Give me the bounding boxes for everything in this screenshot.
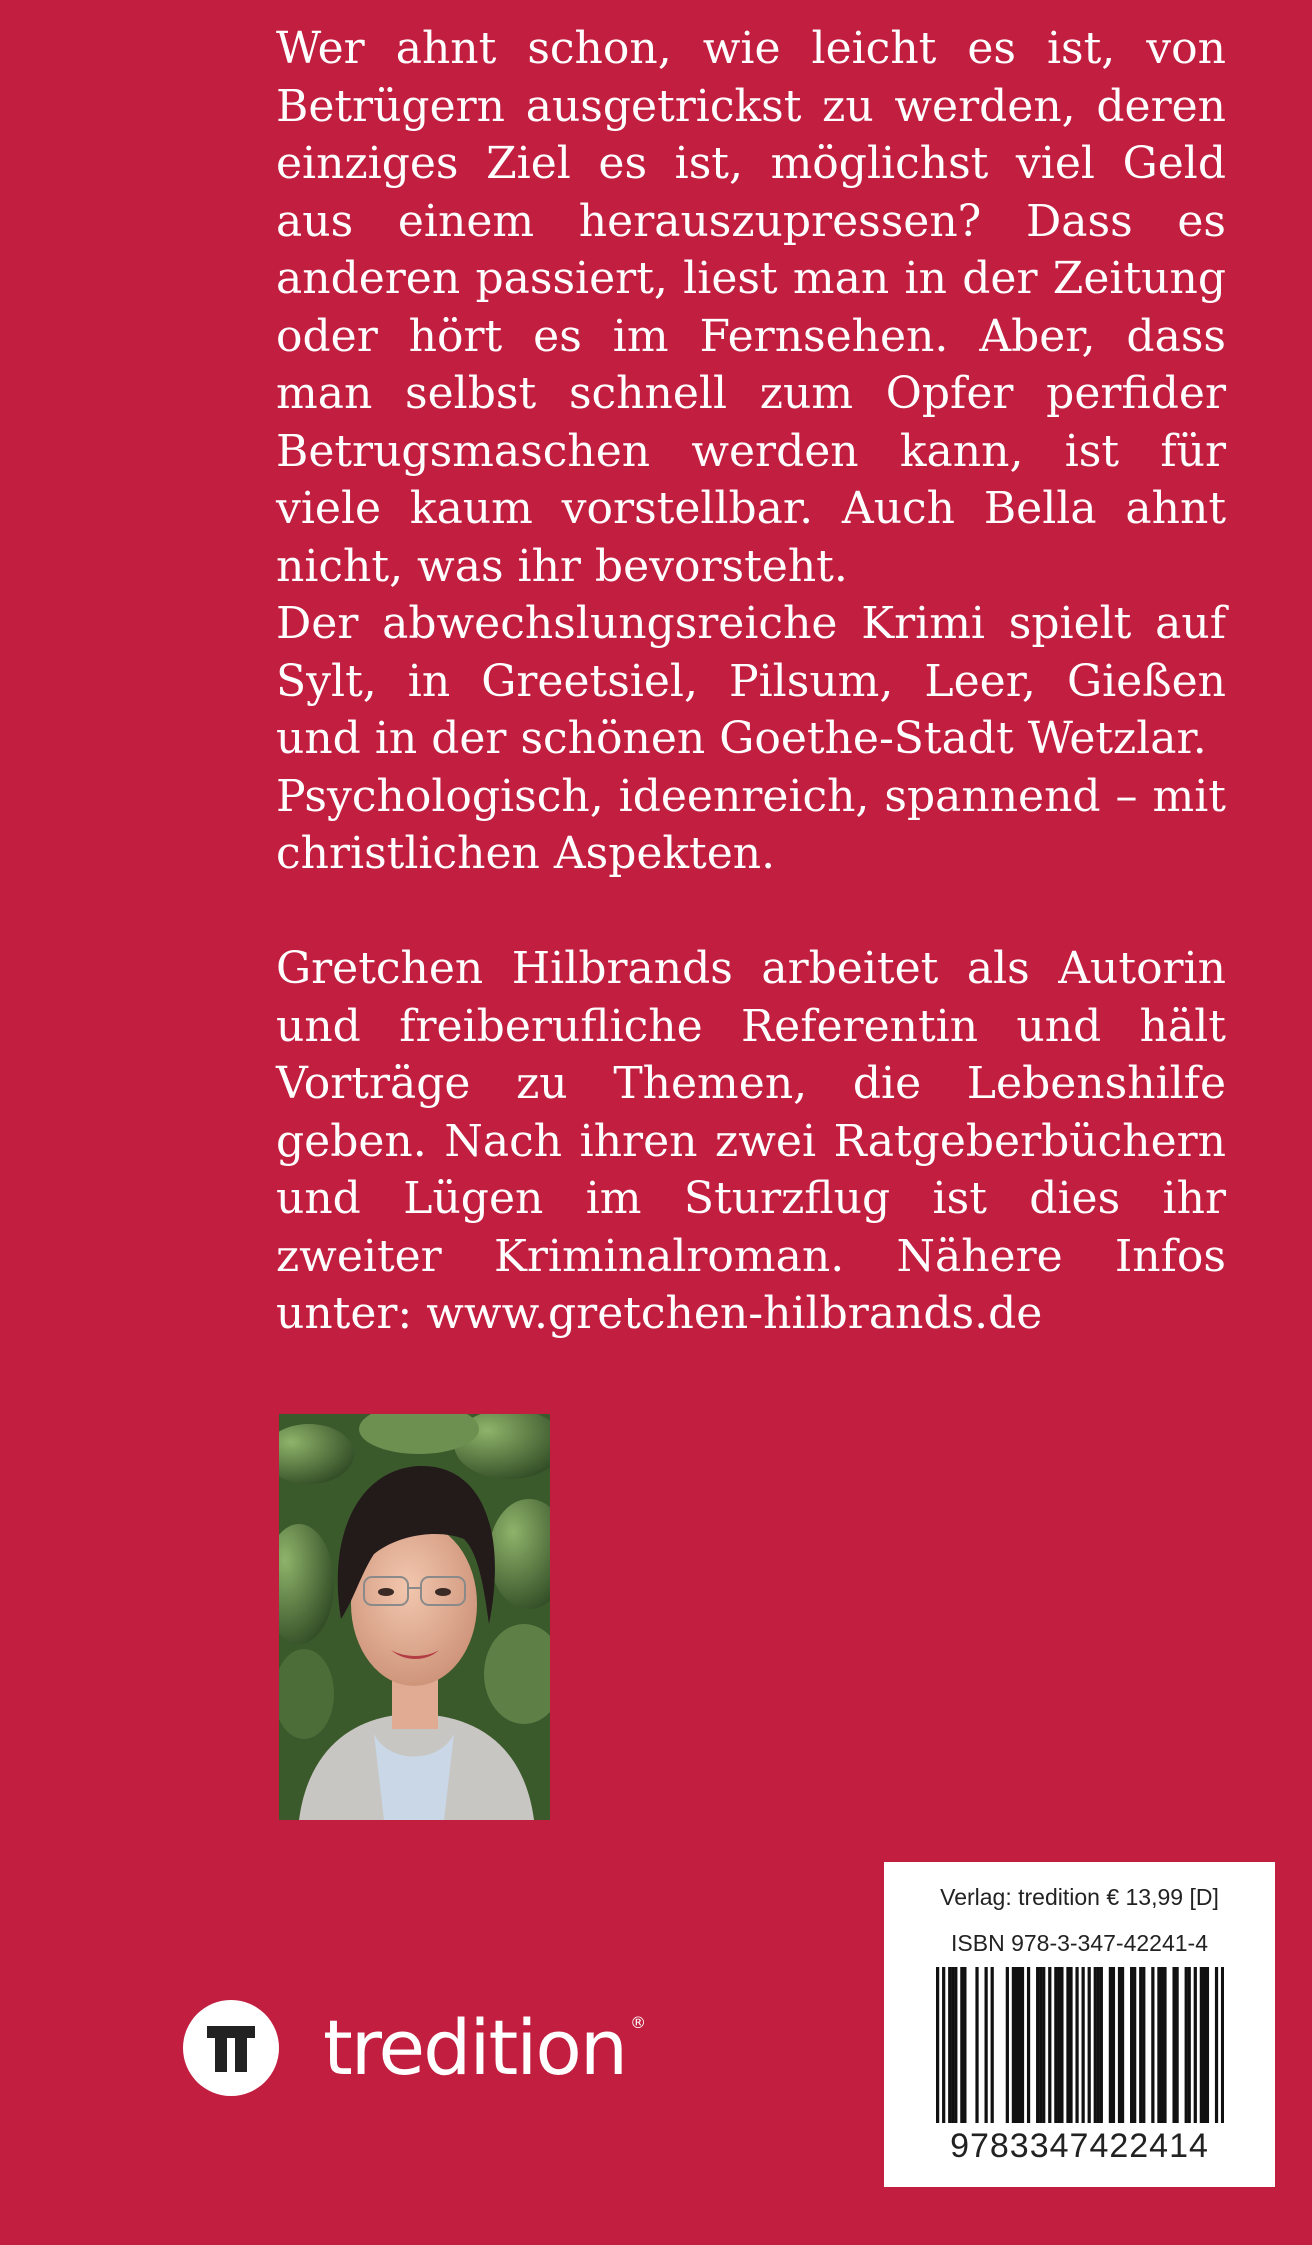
blurb-paragraph-1: Wer ahnt schon, wie leicht es ist, von Betrügern ausgetrickst zu werden, deren einziges Ziel es ist, möglichst viel Geld aus einem herauszupressen? Dass es anderen passiert, liest man in der Zeitung oder hört es im Fernsehen. Aber, dass man selbst schnell zum Opfer perfider Betrugsmaschen werden kann, ist für viele kaum vorstellbar. Auch Bella ahnt nicht, was ihr bevorsteht.	[276, 23, 1226, 592]
publisher-price-text: Verlag: tredition € 13,99 [D]	[940, 1884, 1219, 1910]
barcode-bar	[1021, 1967, 1024, 2123]
barcode-bar	[985, 1967, 988, 2123]
barcode-bar	[948, 1967, 951, 2123]
barcode-bar	[942, 1967, 945, 2123]
barcode-bar	[951, 1967, 954, 2123]
registered-mark: ®	[630, 2013, 645, 2032]
barcode-bar	[1163, 1967, 1166, 2123]
barcode-bar	[1018, 1967, 1021, 2123]
barcode-bar	[1069, 1967, 1072, 2123]
barcode-bar	[1221, 1967, 1224, 2123]
isbn-text: ISBN 978-3-347-42241-4	[951, 1930, 1208, 1956]
barcode-bar	[1097, 1967, 1100, 2123]
blurb-paragraph-3: Psychologisch, ideenreich, spannend – mit christlichen Aspekten.	[276, 770, 1226, 879]
barcode-bar	[1094, 1967, 1097, 2123]
barcode-bar	[1075, 1967, 1078, 2123]
barcode-bar	[1185, 1967, 1188, 2123]
barcode-bar	[1112, 1967, 1115, 2123]
tredition-wordmark: tredition ®	[323, 2003, 645, 2092]
isbn-barcode-box	[884, 1862, 1275, 2187]
barcode-bar	[991, 1967, 994, 2123]
barcode-bar	[1036, 1967, 1039, 2123]
barcode-bar	[1109, 1967, 1112, 2123]
barcode-bar	[1118, 1967, 1121, 2123]
paragraph-spacer	[276, 883, 1226, 941]
barcode-bar	[1088, 1967, 1091, 2123]
barcode-bar	[975, 1967, 978, 2123]
tredition-t-logo-icon	[183, 2000, 279, 2096]
back-cover-blurb	[276, 20, 1226, 1343]
tredition-logo	[183, 2000, 645, 2095]
barcode-bar	[1160, 1967, 1163, 2123]
barcode-bar	[1006, 1967, 1009, 2123]
barcode-bar	[1082, 1967, 1085, 2123]
barcode-bar	[1121, 1967, 1124, 2123]
barcode-bar	[1172, 1967, 1175, 2123]
barcode-bar	[1060, 1967, 1063, 2123]
barcode-bar	[1206, 1967, 1209, 2123]
barcode-bar	[1048, 1967, 1051, 2123]
barcode-bar	[1142, 1967, 1145, 2123]
barcode-bar	[1012, 1967, 1015, 2123]
barcode-bar	[1194, 1967, 1197, 2123]
barcode-bar	[1057, 1967, 1060, 2123]
barcode-bar	[936, 1967, 939, 2123]
barcode-bar	[1175, 1967, 1178, 2123]
barcode-bar	[1157, 1967, 1160, 2123]
barcode-bar	[1130, 1967, 1133, 2123]
barcode-bar	[1066, 1967, 1069, 2123]
barcode-bar	[1100, 1967, 1103, 2123]
barcode-graphic	[936, 1967, 1224, 2123]
barcode-bar	[1027, 1967, 1030, 2123]
barcode-bar	[1139, 1967, 1142, 2123]
barcode-bar	[963, 1967, 966, 2123]
blurb-paragraph-2: Der abwechslungsreiche Krimi spielt auf Sylt, in Greetsiel, Pilsum, Leer, Gießen und in der schönen Goethe-Stadt Wetzlar.	[276, 598, 1226, 764]
barcode-bar	[1203, 1967, 1206, 2123]
barcode-bar	[1039, 1967, 1042, 2123]
barcode-bar	[1133, 1967, 1136, 2123]
barcode-bar	[1188, 1967, 1191, 2123]
barcode-bar	[1015, 1967, 1018, 2123]
barcode-bar	[1215, 1967, 1218, 2123]
barcode-bar	[954, 1967, 957, 2123]
barcode-bar	[1054, 1967, 1057, 2123]
author-bio: Gretchen Hilbrands arbeitet als Autorin und freiberufliche Referentin und hält Vorträge zu Themen, die Lebenshilfe geben. Nach ihren zwei Ratgeberbüchern und Lügen im Sturzflug ist dies ihr zweiter Kriminalroman. Nähere Infos unter: www.gretchen-hilbrands.de	[276, 943, 1226, 1339]
barcode-bar	[1151, 1967, 1154, 2123]
barcode-bar	[960, 1967, 963, 2123]
barcode-digits: 9783347422414	[950, 2127, 1209, 2165]
author-photo	[279, 1414, 550, 1820]
barcode-bar	[1042, 1967, 1045, 2123]
barcode-bar	[1200, 1967, 1203, 2123]
